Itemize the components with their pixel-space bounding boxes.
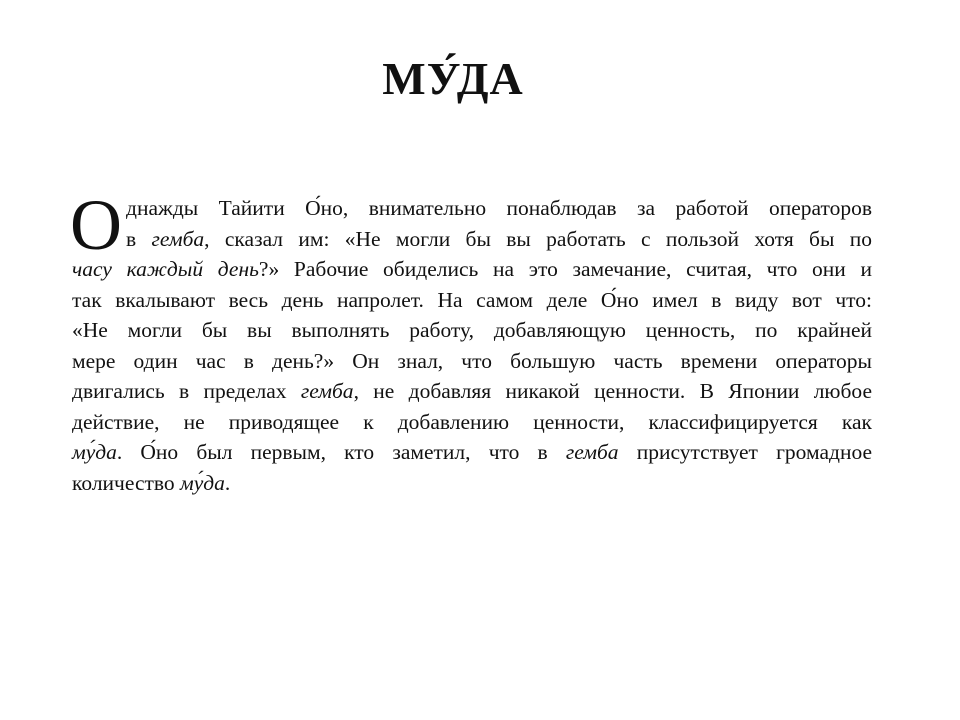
text-segment: действие, не приводящее к добавлению ценности, классифицируется как <box>72 409 872 434</box>
text-line <box>72 315 872 346</box>
italic-term: гемба <box>565 440 619 464</box>
text-segment: днажды Тайити О́но, внимательно понаблюдав за работой операторов <box>126 196 872 220</box>
text-segment: ?» Рабочие обиделись на это замечание, считая, что они и <box>258 257 872 281</box>
italic-term: гемба <box>300 379 354 403</box>
italic-term: му́да <box>180 470 225 495</box>
italic-term: му́да <box>72 440 117 464</box>
italic-term: гемба <box>151 226 205 251</box>
text-segment: двигались в пределах <box>72 379 301 403</box>
italic-term: часу каждый день <box>72 257 259 281</box>
paragraph-lines <box>70 185 872 498</box>
text-line <box>72 346 872 377</box>
text-line <box>72 376 872 407</box>
text-segment: мере один час в день?» Он знал, что большую часть времени операторы <box>72 348 872 373</box>
text-line <box>72 254 872 285</box>
text-segment: , не добавляя никакой ценности. В Японии любое <box>353 379 872 403</box>
text-line <box>72 468 872 499</box>
text-segment: количество <box>72 470 181 495</box>
body-paragraph <box>70 185 872 498</box>
text-segment: «Не могли бы вы выполнять работу, добавляющую ценность, по крайней <box>72 318 872 342</box>
text-line <box>72 224 872 255</box>
text-segment: , сказал им: «Не могли бы вы работать с пользой хотя бы по <box>204 226 872 251</box>
text-line <box>72 193 872 224</box>
text-line <box>72 437 872 468</box>
text-segment: присутствует громадное <box>618 440 872 464</box>
text-line <box>72 407 872 438</box>
page-title: МУ́ДА <box>382 53 524 104</box>
text-segment: так вкалывают весь день напролет. На самом деле О́но имел в виду вот что: <box>72 287 872 312</box>
text-line <box>72 285 872 316</box>
text-segment: в <box>126 226 152 251</box>
text-segment: . О́но был первым, кто заметил, что в <box>116 440 566 464</box>
text-segment: . <box>224 470 231 495</box>
drop-cap-letter: О <box>70 185 122 265</box>
